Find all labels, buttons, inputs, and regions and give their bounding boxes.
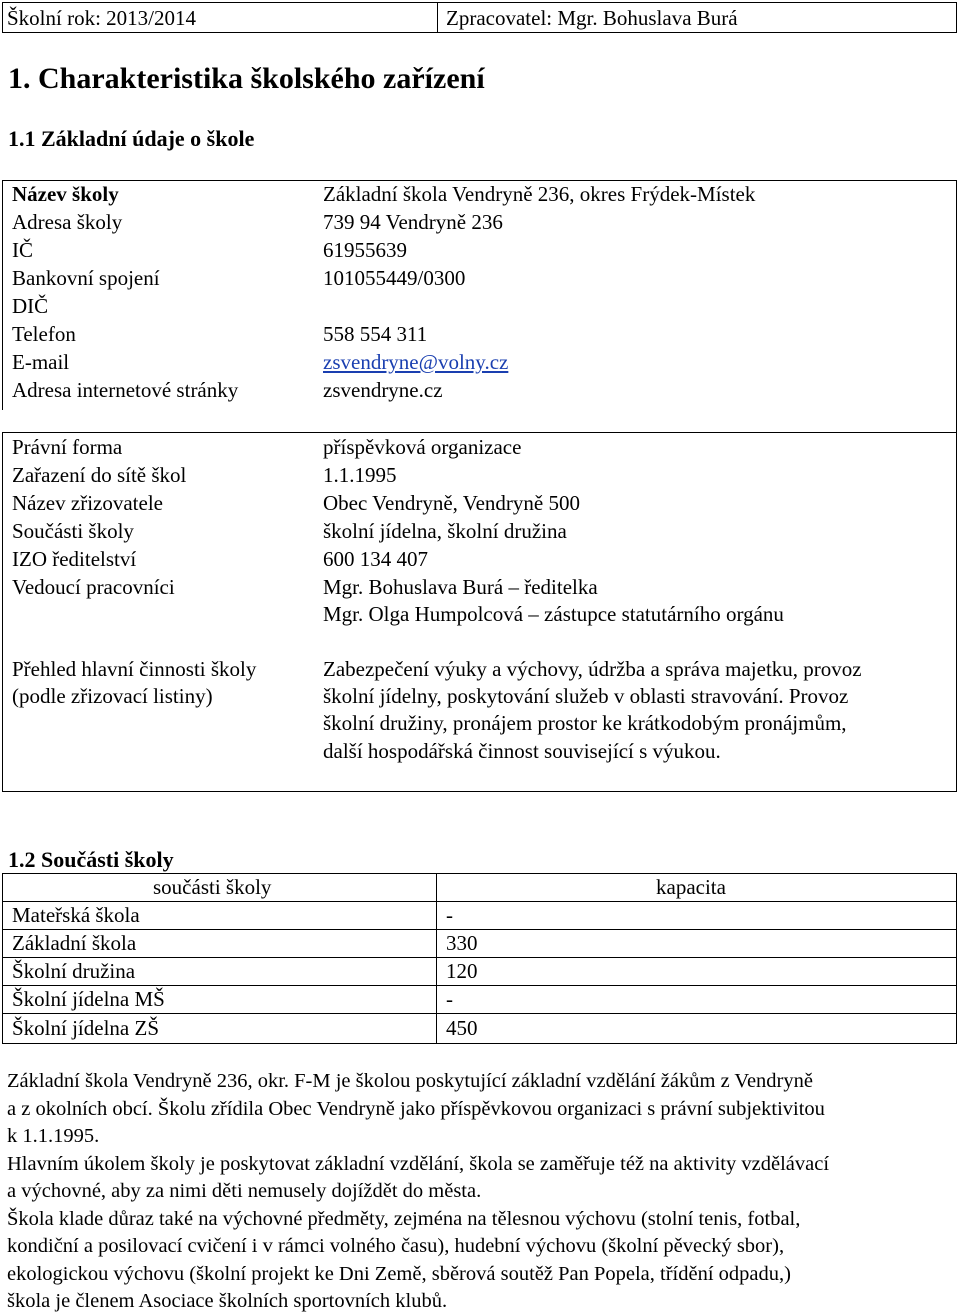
label-ic: IČ bbox=[12, 238, 33, 262]
activity-line: školní jídelny, poskytování služeb v oblasti stravování. Provoz bbox=[323, 684, 849, 708]
description-text bbox=[7, 1068, 955, 1316]
label-network-date: Zařazení do sítě škol bbox=[12, 463, 187, 487]
table-row-name: Základní škola bbox=[12, 931, 137, 955]
table-row-capacity: 120 bbox=[446, 959, 478, 983]
label-staff: Vedoucí pracovníci bbox=[12, 575, 175, 599]
value-components: školní jídelna, školní družina bbox=[323, 519, 567, 543]
table-row-name: Školní družina bbox=[12, 959, 136, 983]
paragraph-line: Hlavním úkolem školy je poskytovat základní vzdělání, škola se zaměřuje též na aktivity vzdělávací bbox=[7, 1152, 830, 1175]
table-row-capacity: 330 bbox=[446, 931, 478, 955]
table-row-capacity: 450 bbox=[446, 1016, 478, 1040]
section-1-1-title: 1.1 Základní údaje o škole bbox=[8, 126, 255, 151]
label-school-name: Název školy bbox=[12, 182, 119, 206]
activity-line: školní družiny, pronájem prostor ke krátkodobým pronájmům, bbox=[323, 711, 847, 735]
value-address: 739 94 Vendryně 236 bbox=[323, 210, 503, 234]
section-1-2-title: 1.2 Součásti školy bbox=[8, 847, 174, 872]
label-address: Adresa školy bbox=[12, 210, 123, 234]
activity-line: Zabezpečení výuky a výchovy, údržba a správa majetku, provoz bbox=[323, 657, 862, 681]
value-founder: Obec Vendryně, Vendryně 500 bbox=[323, 491, 580, 515]
email-link[interactable]: zsvendryne@volny.cz bbox=[323, 350, 509, 374]
table-row-capacity: - bbox=[446, 903, 453, 927]
paragraph-line: k 1.1.1995. bbox=[7, 1125, 100, 1147]
label-bank: Bankovní spojení bbox=[12, 266, 160, 290]
paragraph-line: škola je členem Asociace školních sportovních klubů. bbox=[7, 1290, 448, 1312]
label-activity: (podle zřizovací listiny) bbox=[12, 684, 213, 708]
table-row-capacity: - bbox=[446, 987, 453, 1011]
paragraph-line: ekologickou výchovu (školní projekt ke Dni Země, sběrová soutěž Pan Popela, třídění odpadu,) bbox=[7, 1262, 791, 1285]
column-header-capacity: kapacita bbox=[656, 875, 726, 899]
column-header-components: součásti školy bbox=[153, 875, 272, 899]
label-website: Adresa internetové stránky bbox=[12, 378, 239, 402]
staff-line: Mgr. Bohuslava Burá – ředitelka bbox=[323, 575, 598, 599]
table-row-name: Školní jídelna MŠ bbox=[12, 987, 165, 1011]
label-izo: IZO ředitelství bbox=[12, 547, 137, 571]
label-legal-form: Právní forma bbox=[12, 435, 123, 459]
author: Zpracovatel: Mgr. Bohuslava Burá bbox=[446, 6, 738, 30]
activity-line: další hospodářská činnost související s výukou. bbox=[323, 739, 721, 763]
section-1-title: 1. Charakteristika školského zařízení bbox=[8, 62, 485, 95]
label-activity: Přehled hlavní činnosti školy bbox=[12, 657, 257, 681]
paragraph-line: Základní škola Vendryně 236, okr. F-M je školou poskytující základní vzdělání žákům z Vendryně bbox=[7, 1070, 813, 1092]
paragraph-line: a z okolních obcí. Školu zřídila Obec Vendryně jako příspěvkovou organizaci s právní subjektivitou bbox=[7, 1097, 825, 1120]
value-website: zsvendryne.cz bbox=[323, 378, 443, 402]
value-school-name: Základní škola Vendryně 236, okres Frýdek-Místek bbox=[323, 182, 756, 206]
paragraph-line: kondiční a posilovací cvičení i v rámci volného času), hudební výchovu (školní pěvecký sbor), bbox=[7, 1235, 785, 1257]
school-year: Školní rok: 2013/2014 bbox=[7, 6, 197, 30]
value-bank: 101055449/0300 bbox=[323, 266, 466, 290]
value-network-date: 1.1.1995 bbox=[323, 463, 397, 487]
value-phone: 558 554 311 bbox=[323, 322, 428, 346]
table-row-name: Mateřská škola bbox=[12, 903, 140, 927]
label-dic: DIČ bbox=[12, 294, 49, 318]
paragraph-line: a výchovné, aby za nimi děti nemusely dojíždět do města. bbox=[7, 1180, 482, 1202]
value-legal-form: příspěvková organizace bbox=[323, 435, 522, 459]
label-components: Součásti školy bbox=[12, 519, 134, 543]
table-row-name: Školní jídelna ZŠ bbox=[12, 1016, 159, 1040]
label-founder: Název zřizovatele bbox=[12, 491, 163, 515]
label-phone: Telefon bbox=[12, 322, 76, 346]
value-ic: 61955639 bbox=[323, 238, 407, 262]
staff-line: Mgr. Olga Humpolcová – zástupce statutárního orgánu bbox=[323, 602, 784, 626]
paragraph-line: Škola klade důraz také na výchovné předměty, zejména na tělesnou výchovu (stolní tenis, fotbal, bbox=[7, 1207, 801, 1230]
label-email: E-mail bbox=[12, 350, 70, 374]
value-izo: 600 134 407 bbox=[323, 547, 428, 571]
